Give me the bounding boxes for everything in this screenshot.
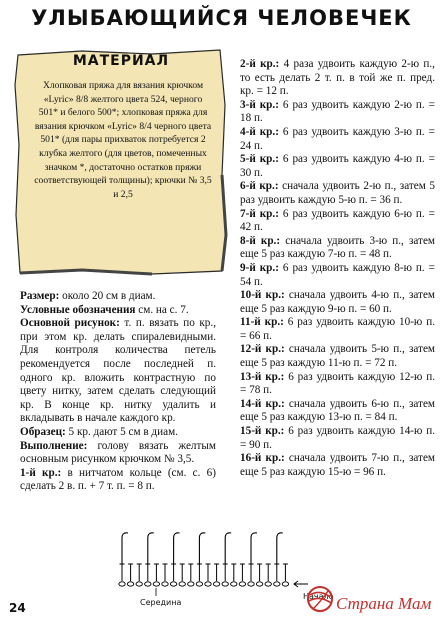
paragraph-round-3	[240, 99, 435, 126]
chain-stitch-mark	[136, 582, 142, 586]
paragraph-round-5	[240, 153, 435, 180]
text-round-1: в нитчатом кольце (см. с. 6) сделать 2 в. п. + 7 т. п. = 8 п.	[20, 466, 216, 493]
paragraph-round-2	[240, 58, 435, 99]
chain-stitch-mark	[239, 582, 245, 586]
chain-stitch-mark	[213, 582, 219, 586]
diagram-start-label: Начало	[303, 592, 334, 601]
label-round-8: 8-й кр.:	[240, 234, 281, 247]
chain-stitch-mark	[127, 582, 133, 586]
label-round-5: 5-й кр.:	[240, 153, 279, 166]
paragraph-gauge	[20, 426, 216, 440]
chain-stitch-mark	[179, 582, 185, 586]
text-round-8: сначала удвоить 3-ю п., затем еще 5 раз каждую 7-ю п. = 48 п.	[240, 234, 435, 261]
chain-stitch-mark	[162, 582, 168, 586]
label-round-4: 4-й кр.:	[240, 125, 279, 138]
tall-stitch-hook-mark	[148, 533, 154, 538]
text-main-pattern: т. п. вязать по кр., при этом кр. делать спиралевидными. Для контроля количества петель рекомендуется после последней п. одного кр. вложить контрастную по цвету нитку, затем сделать следующий кр. В конце кр. нитку удалить и вкладывать в начале каждого кр.	[20, 317, 216, 425]
text-round-12: сначала удвоить 5-ю п., затем еще 5 раз каждую 11-ю п. = 72 п.	[240, 343, 435, 370]
label-round-7: 7-й кр.:	[240, 207, 279, 220]
chain-stitch-mark	[188, 582, 194, 586]
text-round-14: сначала удвоить 6-ю п., затем еще 5 раз каждую 13-ю п. = 84 п.	[240, 397, 435, 424]
label-round-1: 1-й кр.:	[20, 466, 62, 479]
label-round-13: 13-й кр.:	[240, 370, 285, 383]
chain-stitch-mark	[231, 582, 237, 586]
label-main-pattern: Основной рисунок:	[20, 317, 120, 330]
page-title: УЛЫБАЮЩИЙСЯ ЧЕЛОВЕЧЕК	[31, 6, 412, 30]
paragraph-round-12	[240, 343, 435, 370]
label-execution: Выполнение:	[20, 439, 88, 452]
label-round-9: 9-й кр.:	[240, 261, 279, 274]
label-round-10: 10-й кр.:	[240, 289, 285, 302]
text-symbols: см. на с. 7.	[135, 303, 189, 316]
paragraph-round-6	[240, 180, 435, 207]
material-box	[12, 45, 230, 277]
text-round-9: 6 раз удвоить каждую 8-ю п. = 54 п.	[240, 261, 435, 288]
instructions-right-column	[240, 58, 435, 479]
page-number: 24	[9, 601, 26, 615]
text-gauge: 5 кр. дают 5 см в диам.	[65, 425, 178, 438]
paragraph-main-pattern	[20, 317, 216, 426]
tall-stitch-hook-mark	[251, 533, 257, 538]
label-round-2: 2-й кр.:	[240, 58, 280, 70]
chain-stitch-mark	[222, 582, 228, 586]
text-round-11: 6 раз удвоить каждую 10-ю п. = 66 п.	[240, 316, 435, 342]
label-round-6: 6-й кр.:	[240, 180, 279, 193]
text-round-7: 6 раз удвоить каждую 6-ю п. = 42 п.	[240, 207, 435, 234]
text-round-16: сначала удвоить 7-ю п., затем еще 5 раз каждую 15-ю = 96 п.	[240, 452, 435, 478]
paragraph-round-16	[240, 452, 435, 479]
text-round-10: сначала удвоить 4-ю п., затем еще 5 раз каждую 9-ю п. = 60 п.	[240, 289, 435, 315]
paragraph-symbols	[20, 304, 216, 318]
label-round-14: 14-й кр.:	[240, 397, 285, 410]
label-round-3: 3-й кр.:	[240, 98, 279, 111]
chain-stitch-mark	[265, 582, 271, 586]
paragraph-execution	[20, 440, 216, 467]
paragraph-round-10	[240, 289, 435, 316]
chain-stitch-mark	[248, 582, 254, 586]
paragraph-size	[20, 290, 216, 304]
label-size: Размер:	[20, 290, 60, 302]
chain-stitch-mark	[145, 582, 151, 586]
label-round-15: 15-й кр.:	[240, 425, 285, 438]
paragraph-round-11	[240, 316, 435, 343]
diagram-marks	[119, 533, 289, 596]
text-execution: голову вязать желтым основным рисунком крючком № 3,5.	[20, 439, 216, 466]
paragraph-round-1	[20, 467, 216, 494]
instructions-left-column	[20, 290, 216, 494]
tall-stitch-hook-mark	[225, 533, 231, 538]
tall-stitch-hook-mark	[174, 533, 180, 538]
paragraph-round-9	[240, 262, 435, 289]
chain-stitch-mark	[196, 582, 202, 586]
material-text: Хлопковая пряжа для вязания крючком «Lyric» 8/8 желтого цвета 524, черного 501* и белого 500*; хлопковая пряжа для вязания крючком «Lyric» 8/4 черного цвета 501* (для пары прихваток потребуется 2 клубка желтого (для цветов, помеченных значком *, достаточно остатков пряжи соответствующей толщины); крючки № 3,5 и 2,5	[34, 80, 212, 200]
tall-stitch-hook-mark	[122, 533, 128, 538]
chain-stitch-mark	[119, 582, 125, 586]
chain-stitch-mark	[153, 582, 159, 586]
tall-stitch-hook-mark	[199, 533, 205, 538]
label-round-11: 11-й кр.:	[240, 316, 284, 329]
text-round-13: 6 раз удвоить каждую 12-ю п. = 78 п.	[240, 370, 435, 397]
text-round-2: 4 раза удвоить каждую 2-ю п., то есть делать 2 т. п. в той же п. пред. кр. = 12 п.	[240, 58, 435, 98]
text-size: около 20 см в диам.	[59, 290, 156, 302]
label-round-12: 12-й кр.:	[240, 343, 285, 356]
text-round-5: 6 раз удвоить каждую 4-ю п. = 30 п.	[240, 153, 435, 179]
watermark-text: Страна Мам	[336, 594, 432, 613]
tall-stitch-hook-mark	[277, 533, 283, 538]
wool-ball-icon	[304, 583, 336, 615]
paragraph-round-8	[240, 235, 435, 262]
chain-stitch-mark	[256, 582, 262, 586]
crochet-diagram	[108, 526, 318, 598]
paragraph-round-14	[240, 398, 435, 425]
text-round-4: 6 раз удвоить каждую 3-ю п. = 24 п.	[240, 125, 435, 152]
chain-stitch-mark	[274, 582, 280, 586]
label-symbols: Условные обозначения	[20, 303, 136, 316]
label-gauge: Образец:	[20, 425, 66, 438]
material-heading: МАТЕРИАЛ	[72, 53, 170, 69]
paragraph-round-4	[240, 126, 435, 153]
text-round-6: сначала удвоить 2-ю п., затем 5 раз удвоить каждую 5-ю п. = 36 п.	[240, 180, 435, 206]
paragraph-round-13	[240, 371, 435, 398]
paragraph-round-15	[240, 425, 435, 452]
paragraph-round-7	[240, 208, 435, 235]
text-round-15: 6 раз удвоить каждую 14-ю п. = 90 п.	[240, 425, 435, 451]
chain-stitch-mark	[282, 582, 288, 586]
label-round-16: 16-й кр.:	[240, 452, 285, 465]
chain-stitch-mark	[205, 582, 211, 586]
diagram-middle-label: Середина	[140, 598, 182, 607]
chain-stitch-mark	[170, 582, 176, 586]
text-round-3: 6 раз удвоить каждую 2-ю п. = 18 п.	[240, 98, 435, 125]
